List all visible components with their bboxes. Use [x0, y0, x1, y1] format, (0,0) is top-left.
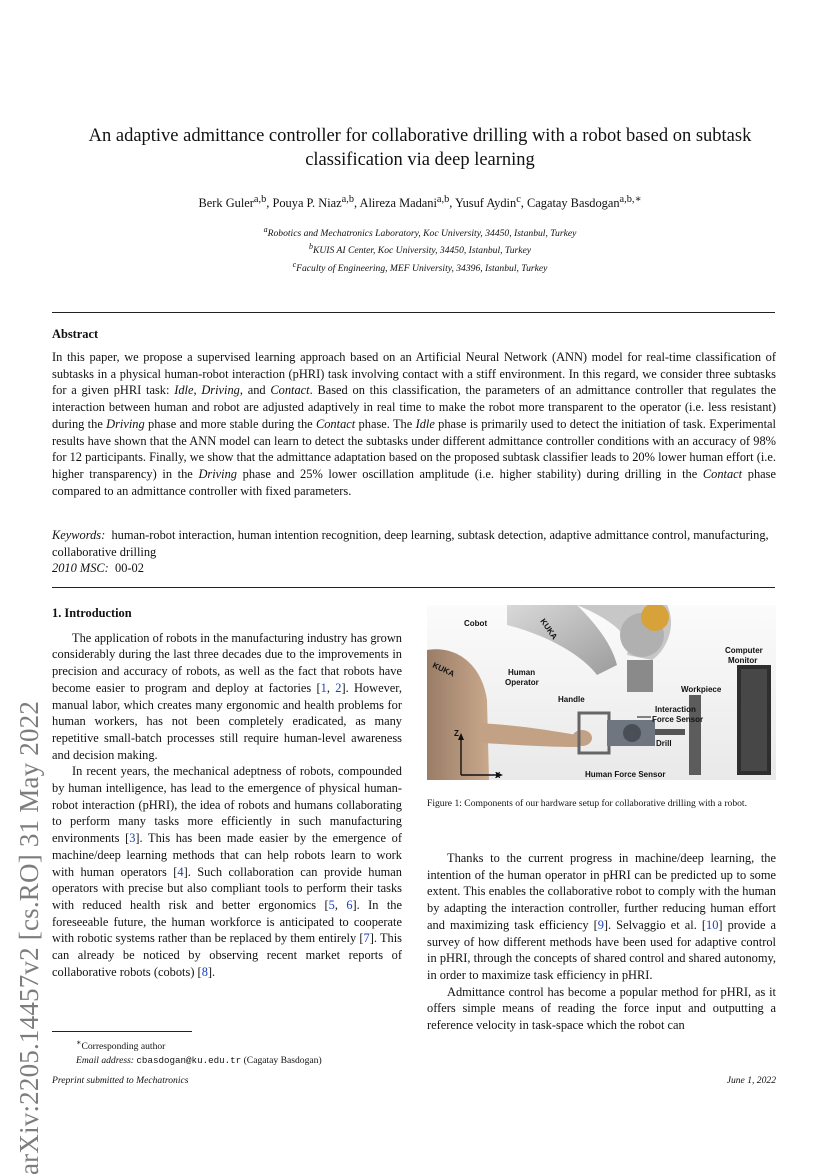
- email-label: Email address:: [76, 1055, 135, 1067]
- intro-paragraph-4: Admittance control has become a popular method for pHRI, as it offers simple means of reading the force input and outputting a reference velocity in task-space which the robot can: [427, 984, 776, 1033]
- arxiv-identifier-stamp: arXiv:2205.14457v2 [cs.RO] 31 May 2022: [14, 700, 44, 1175]
- author-affiliation-mark: a,b,∗: [619, 194, 642, 205]
- figure-robot-logo-kuka-arm: KUKA: [538, 616, 559, 642]
- figure-label-drill: Drill: [656, 739, 672, 748]
- figure-label-interaction: Interaction: [655, 705, 696, 714]
- author-affiliation-mark: a,b: [253, 194, 267, 205]
- figure-label-cobot: Cobot: [464, 619, 488, 628]
- intro-paragraph-3: Thanks to the current progress in machine/deep learning, the intention of the human operator in pHRI can be predicted up to some extent. This enables the collaborative robot to comply with the human by adapting the interaction controller, further reducing human effort and maximizing task efficiency [9]. Selvaggio et al. [10] provide a survey of how different methods have been used for adaptive control in pHRI, through the concepts of shared control and shared autonomy, in order to maximize task efficiency in pHRI.: [427, 851, 777, 982]
- affiliation-mark: b: [308, 242, 313, 252]
- keywords-block: [52, 527, 776, 577]
- figure-label-monitor: Monitor: [728, 656, 758, 665]
- email-link[interactable]: cbasdogan@ku.edu.tr: [136, 1055, 242, 1067]
- affiliation-item: [40, 223, 800, 240]
- paper-title: [40, 124, 800, 172]
- affiliation-mark: a: [263, 225, 268, 234]
- abstract-bottom-rule: [52, 587, 775, 588]
- figure-hardware-setup: [427, 605, 776, 780]
- keywords-label: Keywords:: [52, 528, 106, 542]
- footer-preprint-note: Preprint submitted to Mechatronics: [52, 1075, 189, 1086]
- author-name: Pouya P. Niaz: [272, 196, 342, 211]
- figure-label-computer: Computer: [725, 646, 763, 655]
- msc-line: [52, 560, 776, 577]
- affiliation-text: Faculty of Engineering, MEF University, 34396, Istanbul, Turkey: [296, 263, 548, 275]
- figure-label-human-force-sensor: Human Force Sensor: [585, 770, 666, 779]
- human-hand-shape: [572, 730, 592, 746]
- abstract-text: In this paper, we propose a supervised learning approach based on an Artificial Neural Network (ANN) model for real-time classification of subtasks in a physical human-robot interaction (pHRI) task involving contact with a stiff environment. In this regard, we consider three subtasks for a given pHRI task: Idle, Driving, and Contact. Based on this classification, the parameters of an admittance controller that regulates the interaction between human and robot are adjusted adaptively in real time to make the robot more transparent to the operator (i.e. less resistant) during the Driving phase and more stable during the Contact phase. The Idle phase is primarily used to detect the initiation of task. Experimental results have shown that the ANN model can learn to detect the subtasks under different admittance controller conditions with an accuracy of 98% for 12 participants. Finally, we show that the admittance adaptation based on the proposed subtask classifier leads to 20% lower human effort (i.e. higher transparency) in the Driving phase and 25% lower oscillation amplitude (i.e. higher stability) during drilling in the Contact phase compared to an admittance controller with fixed parameters.: [52, 350, 777, 498]
- footnote-email-line: [52, 1054, 322, 1068]
- msc-code: 00-02: [115, 561, 144, 576]
- figure-axis-label-x: X: [495, 771, 501, 780]
- footnote-corresponding-author: ∗Corresponding author: [76, 1038, 166, 1053]
- citation-link[interactable]: 10: [706, 917, 719, 932]
- intro-paragraph-1: The application of robots in the manufacturing industry has grown considerably during the last three decades due to the improvements in precision and accuracy of robots, as well as the fact that robots have become easier to program and deploy at factories [1, 2]. However, manual labor, which creates many ergonomic and health problems for human workers, has not been completely eradicated, as many repetitive small-batch processes still require human-level awareness and decision making.: [52, 630, 402, 762]
- author-name: Yusuf Aydin: [455, 196, 517, 211]
- citation-link[interactable]: 8: [201, 964, 208, 979]
- footer-date: June 1, 2022: [726, 1075, 776, 1086]
- figure-label-operator: Operator: [505, 678, 539, 687]
- figure-label-workpiece: Workpiece: [681, 685, 722, 694]
- footnote: [52, 1036, 322, 1068]
- right-column: [427, 850, 776, 1034]
- author-affiliation-mark: c: [516, 194, 521, 205]
- author-name: Cagatay Basdogan: [526, 196, 620, 211]
- msc-label: 2010 MSC:: [52, 561, 109, 576]
- author-name: Alireza Madani: [359, 196, 437, 211]
- author-list: Berk Guler$^{a,b}$, Pouya P. Niaz$^{a,b}$, Alireza Madani$^{a,b}$, Yusuf Aydin$^c$, Cagatay Basdogan$^{a,b,∗}$: [198, 194, 642, 211]
- affiliation-item: [40, 258, 800, 275]
- keywords-line: [52, 527, 776, 560]
- author-affiliation-mark: a,b: [436, 194, 450, 205]
- section-heading-introduction: 1. Introduction: [52, 606, 132, 620]
- author-name: Berk Guler: [198, 196, 254, 211]
- affiliation-text: Robotics and Mechatronics Laboratory, Koc University, 34450, Istanbul, Turkey: [267, 228, 577, 240]
- drill-chuck-shape: [623, 724, 641, 742]
- figure-label-force-sensor: Force Sensor: [652, 715, 704, 724]
- citation-link[interactable]: 1: [320, 680, 327, 695]
- affiliation-item: [40, 240, 800, 257]
- citation-link[interactable]: 9: [597, 917, 604, 932]
- robot-wrist-shape: [627, 660, 653, 692]
- citation-link[interactable]: 3: [129, 831, 136, 846]
- paper-title-line-2: classification via deep learning: [305, 150, 535, 170]
- figure-robot-logo-kuka-base: KUKA: [431, 660, 456, 679]
- keywords-text: human-robot interaction, human intention recognition, deep learning, subtask detection, adaptive admittance control, manufacturing, collaborative drilling: [52, 528, 769, 559]
- left-column: [52, 605, 402, 980]
- citation-link[interactable]: 2: [335, 680, 342, 695]
- abstract-heading: Abstract: [52, 327, 99, 341]
- abstract-top-rule: [52, 312, 775, 313]
- author-affiliation-mark: a,b: [341, 194, 354, 205]
- drill-bit-shape: [655, 729, 685, 735]
- email-owner: (Cagatay Basdogan): [243, 1055, 322, 1067]
- figure-caption: Figure 1: Components of our hardware setup for collaborative drilling with a robot.: [427, 798, 747, 809]
- citation-link[interactable]: 6: [346, 897, 353, 912]
- citation-link[interactable]: 7: [363, 931, 370, 946]
- figure-label-human: Human: [508, 668, 536, 677]
- footnote-mark: ∗: [76, 1038, 82, 1047]
- footnote-rule: [52, 1031, 192, 1032]
- paper-title-line-1: An adaptive admittance controller for collaborative drilling with a robot based on subtask: [88, 126, 752, 146]
- citation-link[interactable]: 4: [177, 864, 184, 879]
- figure-label-handle: Handle: [558, 695, 585, 704]
- hardware-setup-illustration: [427, 605, 776, 780]
- affiliation-mark: c: [292, 259, 297, 269]
- intro-paragraph-2: In recent years, the mechanical adeptness of robots, compounded by human intelligence, has lead to the emergence of physical human-robot interaction (pHRI), the idea of robots and humans collaborating to perform many tasks more efficiently in such manufacturing environments [3]. This has been made easier by the emergence of machine/deep learning methods that can help robots learn to work with human operators [4]. Such collaboration can provide human operators with precise but also compliant tools to perform their tasks with reduced health risk and better ergonomics [5, 6]. In the foreseeable future, the human workforce is anticipated to cooperate with robotic systems rather than be replaced by them entirely [7]. This can already be noticed by observing recent market reports of collaborative robots (cobots) [8].: [52, 764, 402, 979]
- figure-axis-label-z: Z: [454, 729, 459, 738]
- affiliation-text: KUIS AI Center, Koc University, 34450, Istanbul, Turkey: [312, 245, 532, 257]
- citation-link[interactable]: 5: [328, 897, 335, 912]
- affiliation-list: [40, 223, 800, 275]
